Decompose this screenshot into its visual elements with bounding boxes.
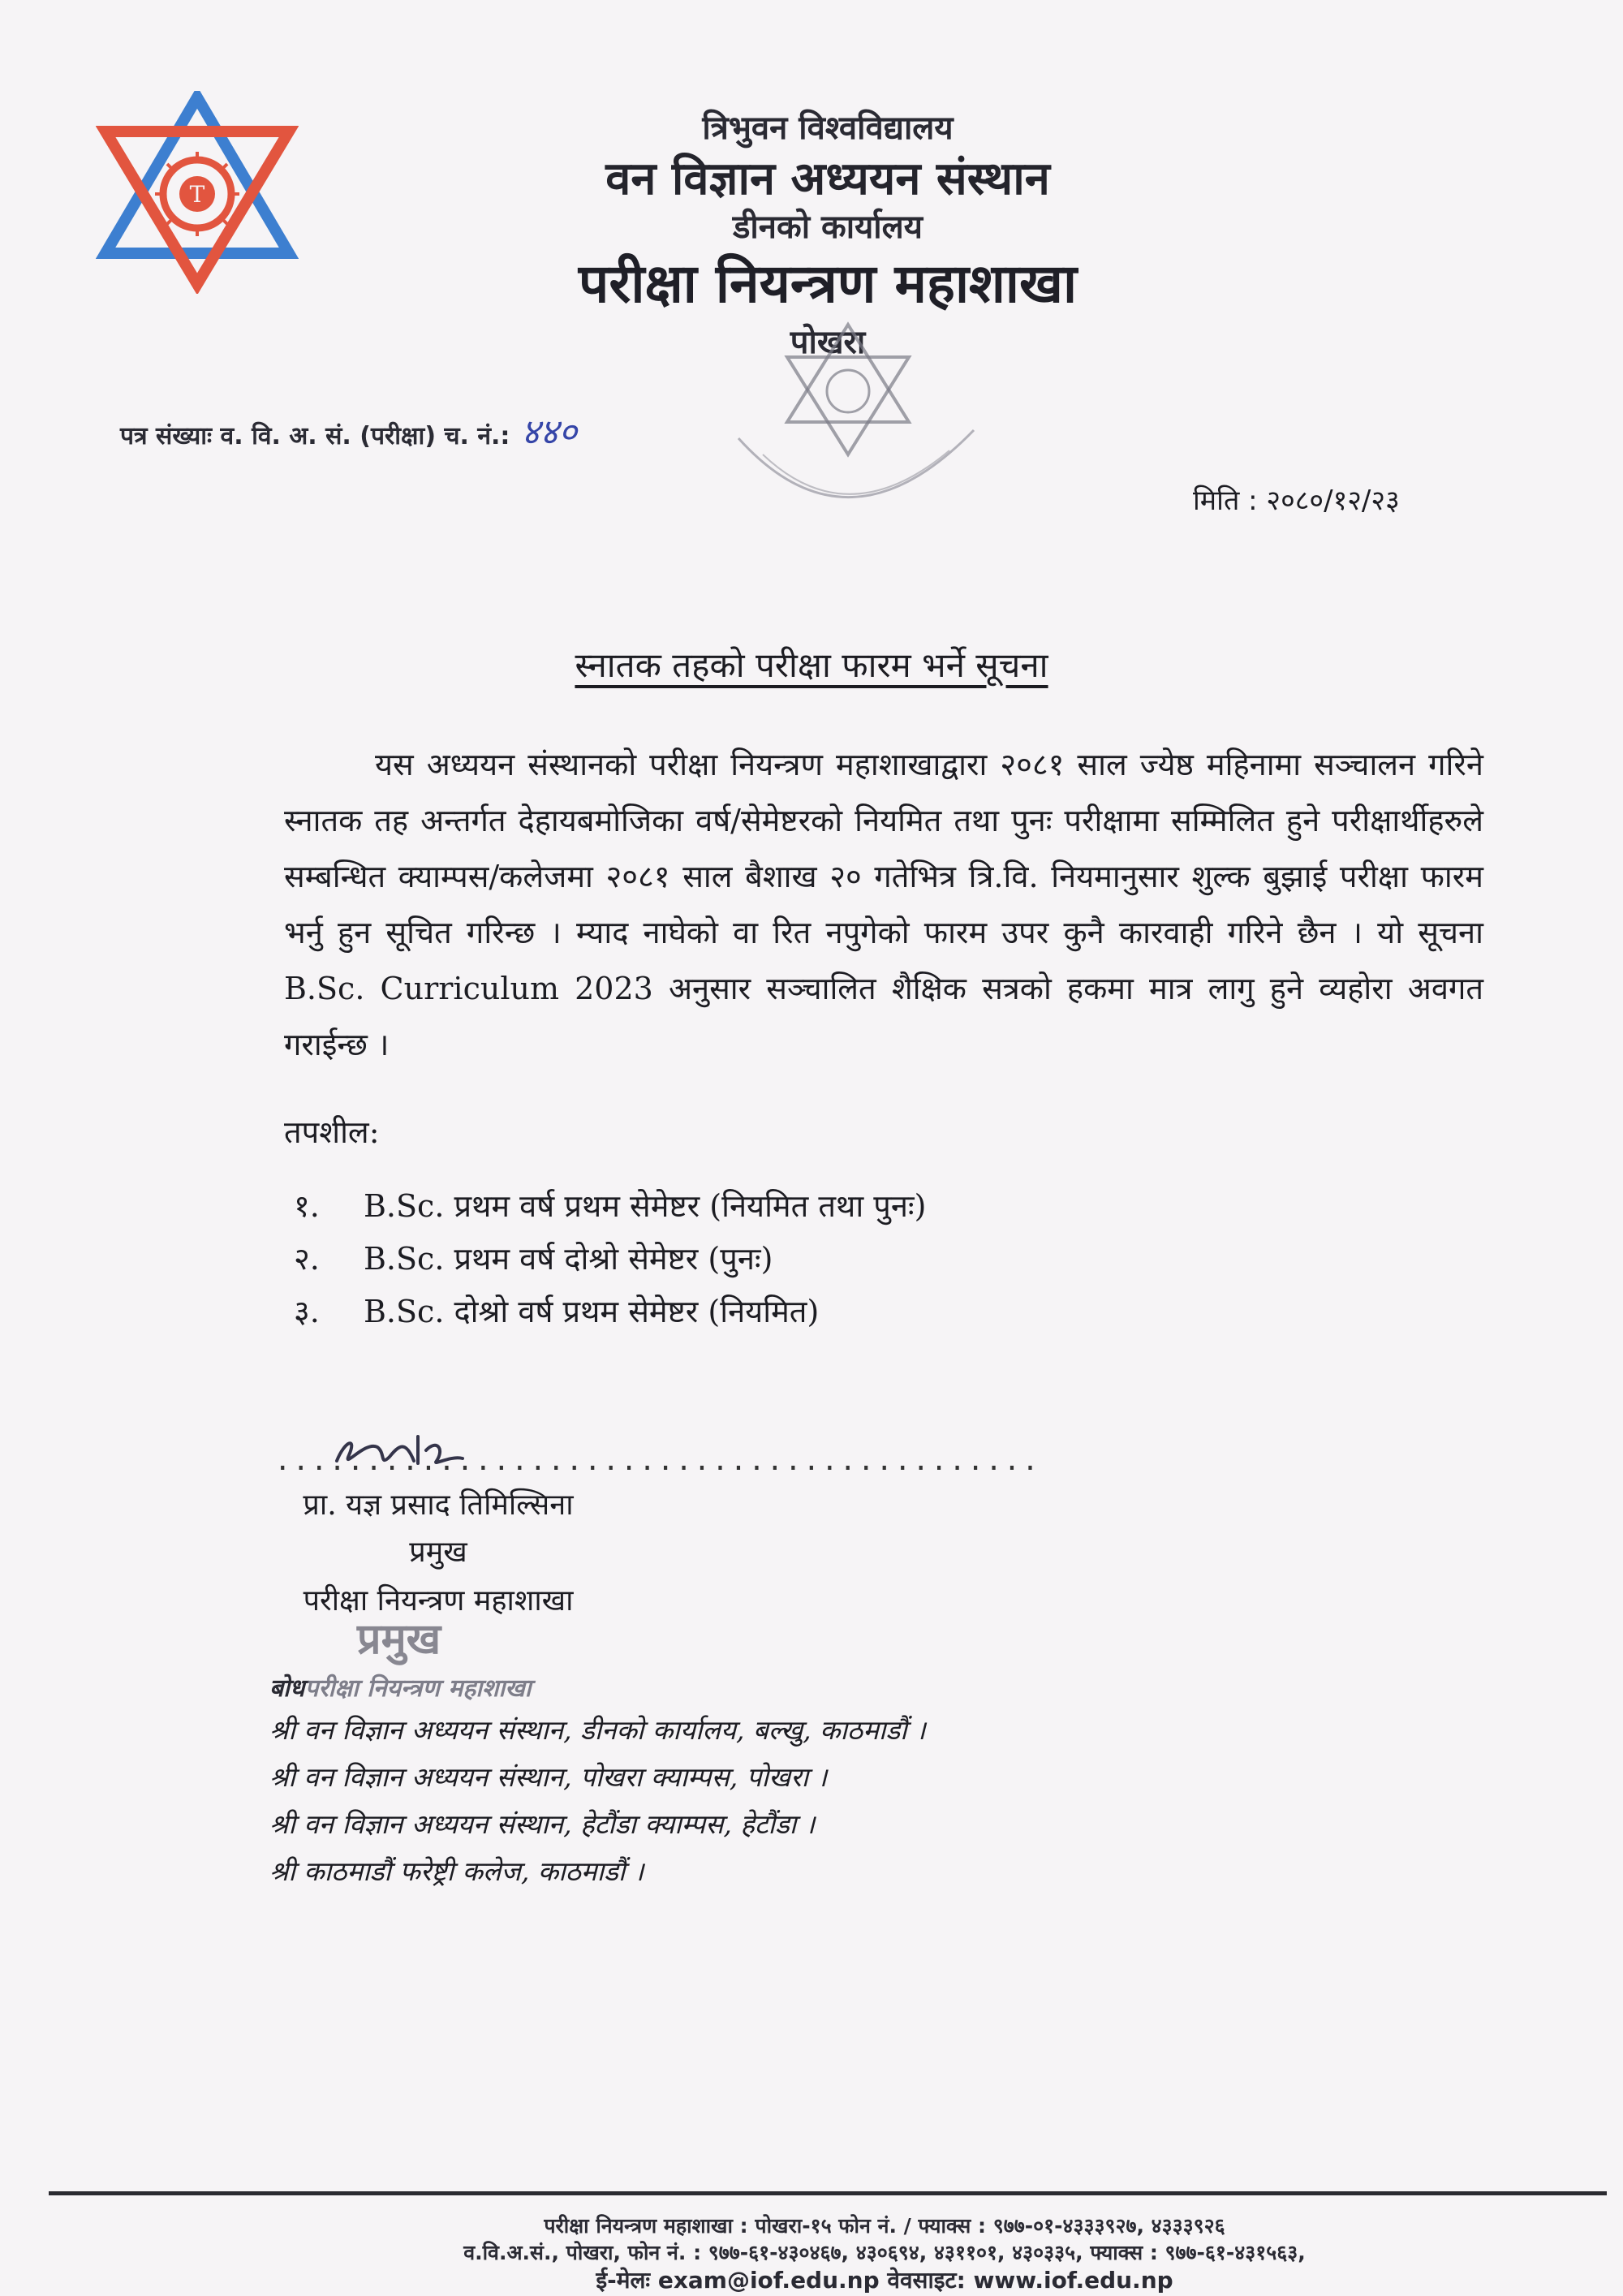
details-list	[284, 1180, 926, 1338]
svg-text:T: T	[189, 181, 205, 208]
list-item	[284, 1233, 926, 1286]
cc-recipient: श्री वन विज्ञान अध्ययन संस्थान, डीनको कार्यालय, बल्खु, काठमाडौं ।	[269, 1714, 926, 1746]
footer-contact-line1: परीक्षा नियन्त्रण महाशाखा : पोखरा-१५ फोन नं. / फ्याक्स : ९७७-०१-४३३३९२७, ४३३३९२६	[544, 2214, 1225, 2238]
cc-recipient: श्री काठमाडौं फरेष्ट्री कलेज, काठमाडौं ।	[269, 1855, 644, 1887]
signatory-name: प्रा. यज्ञ प्रसाद तिमिल्सिना	[303, 1488, 574, 1522]
list-item	[284, 1286, 926, 1338]
footer-email-website: ई-मेलः exam@iof.edu.np वेवसाइट: www.iof.edu.np	[596, 2267, 1173, 2294]
tu-logo-icon	[96, 91, 299, 294]
signatory-office: परीक्षा नियन्त्रण महाशाखा	[303, 1584, 574, 1618]
reference-number: ४४०	[521, 411, 578, 453]
institute-name: वन विज्ञान अध्ययन संस्थान	[605, 153, 1050, 205]
chief-stamp: प्रमुख	[357, 1615, 441, 1664]
details-label: तपशील:	[284, 1114, 380, 1150]
list-item-text: B.Sc. दोश्रो वर्ष प्रथम सेमेष्टर (नियमित)	[364, 1294, 820, 1329]
dean-office: डीनको कार्यालय	[733, 209, 923, 246]
list-item-number: ३.	[294, 1294, 320, 1329]
notice-body: यस अध्ययन संस्थानको परीक्षा नियन्त्रण महाशाखाद्वारा २०८१ साल ज्येष्ठ महिनामा सञ्चालन गरिने स्नातक तह अन्तर्गत देहायबमोजिका वर्ष/सेमेष्टरको नियमित तथा पुनः परीक्षामा सम्मिलित हुने परीक्षार्थीहरुले सम्बन्धित क्याम्पस/कलेजमा २०८१ साल बैशाख २० गतेभित्र त्रि.वि. नियमानुसार शुल्क बुझाई परीक्षा फारम भर्नु हुन सूचित गरिन्छ । म्याद नाघेको वा रित नपुगेको फारम उपर कुनै कारवाही गरिने छैन । यो सूचना B.Sc. Curriculum 2023 अनुसार सञ्चालित शैक्षिक सत्रको हकमा मात्र लागु हुने व्यहोरा अवगत गराईन्छ ।	[284, 747, 1483, 1062]
list-item-text: B.Sc. प्रथम वर्ष दोश्रो सेमेष्टर (पुनः)	[364, 1241, 773, 1277]
list-item-number: १.	[294, 1188, 320, 1224]
cc-list	[269, 1707, 926, 1895]
reference-label: पत्र संख्याः व. वि. अ. सं. (परीक्षा) च. नं.:	[120, 422, 510, 450]
footer-contact-line2: व.वि.अ.सं., पोखरा, फोन नं. : ९७७-६१-४३०४६७, ४३०६९४, ४३११०१, ४३०३३५, फ्याक्स : ९७७-६१-४३१५६३,	[463, 2241, 1306, 2264]
exam-division-title: परीक्षा नियन्त्रण महाशाखा	[578, 252, 1078, 315]
office-seal-icon	[714, 317, 990, 584]
cc-recipient: श्री वन विज्ञान अध्ययन संस्थान, हेटौंडा क्याम्पस, हेटौंडा ।	[269, 1808, 816, 1840]
list-item-number: २.	[294, 1241, 320, 1277]
cc-label	[269, 1670, 532, 1704]
cc-recipient: श्री वन विज्ञान अध्ययन संस्थान, पोखरा क्याम्पस, पोखरा ।	[269, 1761, 828, 1793]
signatory-role: प्रमुख	[409, 1536, 467, 1569]
cc-label-text: बोध	[269, 1674, 305, 1703]
footer-divider	[49, 2191, 1607, 2195]
reference-line	[120, 406, 577, 454]
cc-stamp: परीक्षा नियन्त्रण महाशाखा	[304, 1674, 532, 1703]
city-name: पोखरा	[790, 324, 866, 361]
letter-date: मिति : २०८०/१२/२३	[1193, 485, 1400, 517]
signature-line: ..........................................	[274, 1445, 1040, 1477]
university-name: त्रिभुवन विश्वविद्यालय	[702, 110, 954, 147]
notice-title: स्नातक तहको परीक्षा फारम भर्ने सूचना	[575, 645, 1048, 685]
list-item	[284, 1180, 926, 1233]
list-item-text: B.Sc. प्रथम वर्ष प्रथम सेमेष्टर (नियमित तथा पुनः)	[364, 1188, 927, 1224]
